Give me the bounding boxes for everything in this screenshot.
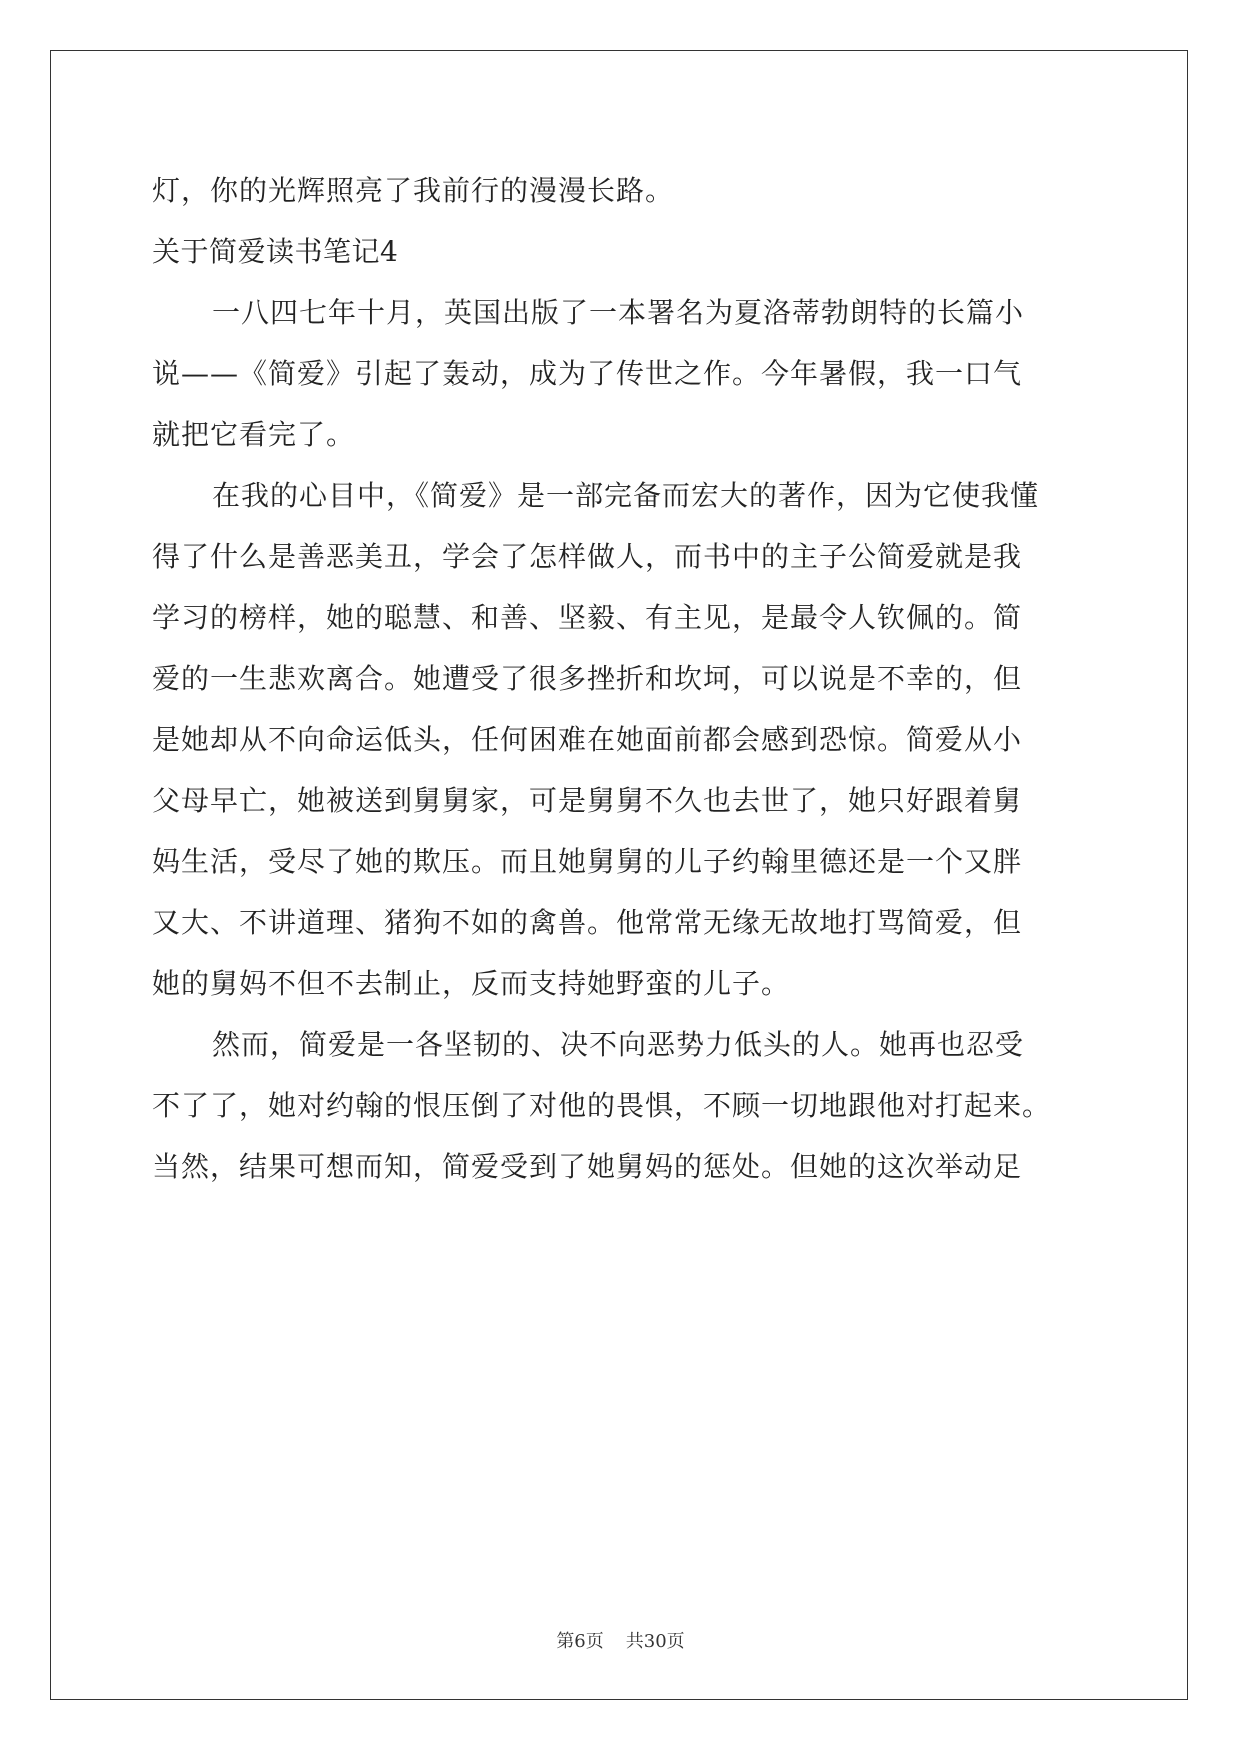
document-body xyxy=(152,160,1092,1197)
text-line: 不了了，她对约翰的恨压倒了对他的畏惧，不顾一切地跟他对打起来。 xyxy=(152,1089,1052,1122)
section-heading: 关于简爱读书笔记4 xyxy=(152,235,399,268)
text-line: 妈生活，受尽了她的欺压。而且她舅舅的儿子约翰里德还是一个又胖 xyxy=(152,845,1023,878)
paragraph-start-line: 然而，简爱是一各坚韧的、决不向恶势力低头的人。她再也忍受 xyxy=(212,1028,1025,1061)
text-line: 父母早亡，她被送到舅舅家，可是舅舅不久也去世了，她只好跟着舅 xyxy=(152,784,1023,817)
text-line: 她的舅妈不但不去制止，反而支持她野蛮的儿子。 xyxy=(152,967,791,1000)
paragraph-start-line: 一八四七年十月，英国出版了一本署名为夏洛蒂勃朗特的长篇小 xyxy=(212,296,1025,329)
current-page-label: 第6页 xyxy=(556,1631,604,1652)
text-line: 爱的一生悲欢离合。她遭受了很多挫折和坎坷，可以说是不幸的，但 xyxy=(152,662,1023,695)
text-line: 就把它看完了。 xyxy=(152,418,356,451)
text-line: 又大、不讲道理、猪狗不如的禽兽。他常常无缘无故地打骂简爱，但 xyxy=(152,906,1023,939)
text-line: 得了什么是善恶美丑，学会了怎样做人，而书中的主子公简爱就是我 xyxy=(152,540,1023,573)
page-footer xyxy=(0,1627,1241,1653)
text-line: 灯，你的光辉照亮了我前行的漫漫长路。 xyxy=(152,174,675,207)
text-line: 是她却从不向命运低头，任何困难在她面前都会感到恐惊。简爱从小 xyxy=(152,723,1023,756)
paragraph-start-line: 在我的心目中，《简爱》是一部完备而宏大的著作，因为它使我懂 xyxy=(212,479,1040,512)
text-line: 学习的榜样，她的聪慧、和善、坚毅、有主见，是最令人钦佩的。简 xyxy=(152,601,1023,634)
text-line: 说——《简爱》引起了轰动，成为了传世之作。今年暑假，我一口气 xyxy=(152,357,1023,390)
total-pages-label: 共30页 xyxy=(625,1631,685,1652)
text-line: 当然，结果可想而知，简爱受到了她舅妈的惩处。但她的这次举动足 xyxy=(152,1150,1023,1183)
